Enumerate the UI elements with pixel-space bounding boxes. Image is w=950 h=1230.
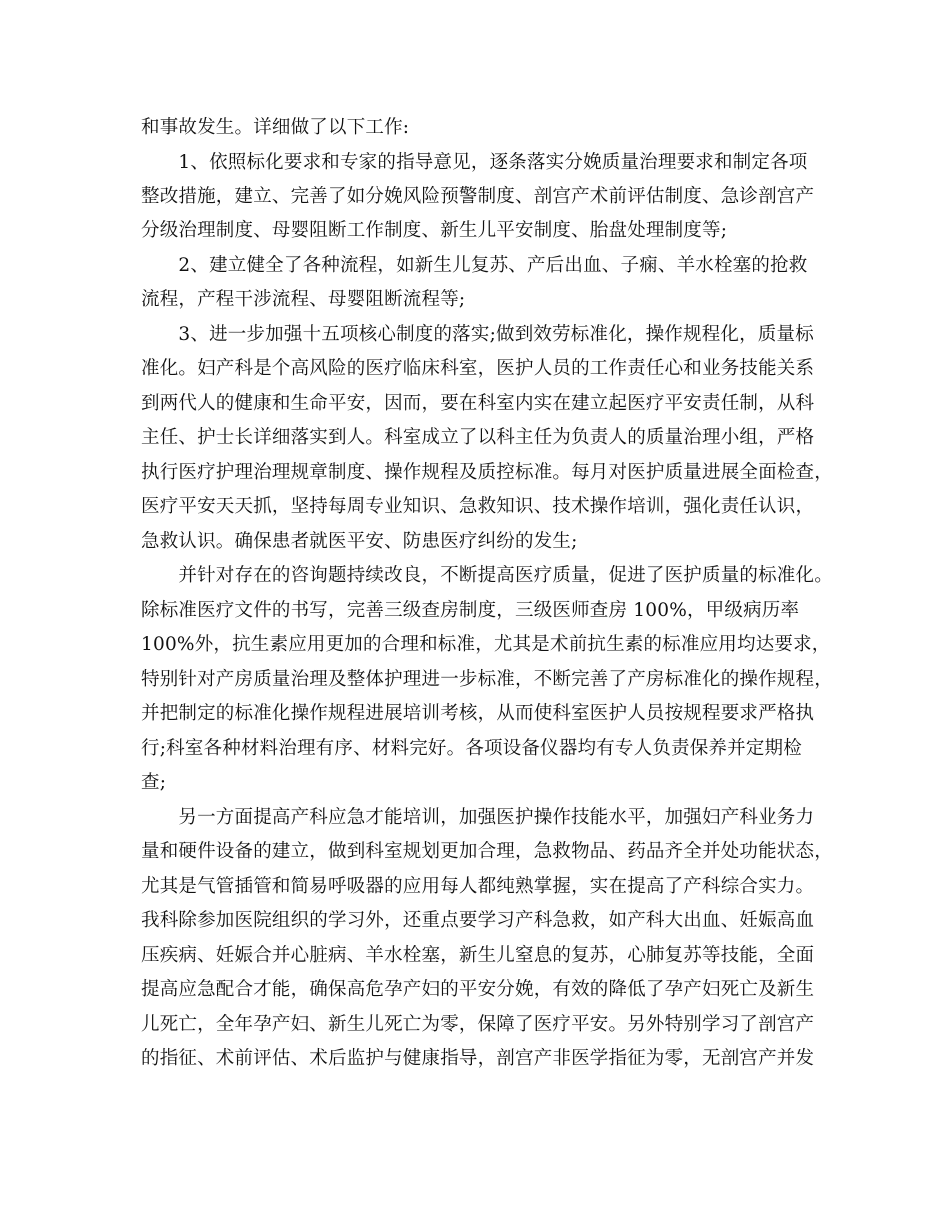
text-line: 医疗平安天天抓，坚持每周专业知识、急救知识、技术操作培训，强化责任认识， [141, 496, 815, 517]
text-line: 的指征、术前评估、术后监护与健康指导，剖宫产非医学指征为零，无剖宫产并发 [141, 1048, 815, 1069]
text-line: 主任、护士长详细落实到人。科室成立了以科主任为负责人的质量治理小组，严格 [141, 427, 815, 448]
text-line: 2、建立健全了各种流程，如新生儿复苏、产后出血、子痫、羊水栓塞的抢救 [141, 255, 808, 276]
text-line: 除标准医疗文件的书写，完善三级查房制度，三级医师查房 100%，甲级病历率 [141, 600, 800, 621]
text-line: 执行医疗护理治理规章制度、操作规程及质控标准。每月对医护质量进展全面检查， [141, 462, 833, 483]
text-line: 特别针对产房质量治理及整体护理进一步标准，不断完善了产房标准化的操作规程， [141, 669, 833, 690]
text-line: 儿死亡，全年孕产妇、新生儿死亡为零，保障了医疗平安。另外特别学习了剖宫产 [141, 1014, 815, 1035]
text-line: 3、进一步加强十五项核心制度的落实;做到效劳标准化，操作规程化，质量标 [141, 324, 814, 345]
text-line: 提高应急配合才能，确保高危孕产妇的平安分娩，有效的降低了孕产妇死亡及新生 [141, 979, 815, 1000]
text-line: 并针对存在的咨询题持续改良，不断提高医疗质量，促进了医护质量的标准化。 [141, 565, 833, 586]
text-line: 流程，产程干涉流程、母婴阻断流程等; [141, 289, 466, 310]
text-line: 100%外，抗生素应用更加的合理和标准，尤其是术前抗生素的标准应用均达要求， [141, 634, 831, 655]
text-line: 我科除参加医院组织的学习外，还重点要学习产科急救，如产科大出血、妊娠高血 [141, 910, 815, 931]
text-line: 并把制定的标准化操作规程进展培训考核，从而使科室医护人员按规程要求严格执 [141, 703, 815, 724]
text-line: 1、依照标化要求和专家的指导意见，逐条落实分娩质量治理要求和制定各项 [141, 152, 808, 173]
text-line: 和事故发生。详细做了以下工作: [141, 117, 410, 138]
text-line: 整改措施，建立、完善了如分娩风险预警制度、剖宫产术前评估制度、急诊剖宫产 [141, 186, 815, 207]
text-line: 行;科室各种材料治理有序、材料完好。各项设备仪器均有专人负责保养并定期检 [141, 738, 802, 759]
text-line: 尤其是气管插管和简易呼吸器的应用每人都纯熟掌握，实在提高了产科综合实力。 [141, 876, 815, 897]
text-line: 压疾病、妊娠合并心脏病、羊水栓塞，新生儿窒息的复苏，心肺复苏等技能，全面 [141, 945, 815, 966]
text-line: 查; [141, 772, 167, 793]
text-line: 另一方面提高产科应急才能培训，加强医护操作技能水平，加强妇产科业务力 [141, 807, 815, 828]
text-line: 分级治理制度、母婴阻断工作制度、新生儿平安制度、胎盘处理制度等; [141, 220, 728, 241]
text-line: 急救认识。确保患者就医平安、防患医疗纠纷的发生; [141, 531, 578, 552]
text-line: 量和硬件设备的建立，做到科室规划更加合理，急救物品、药品齐全并处功能状态， [141, 841, 833, 862]
text-line: 到两代人的健康和生命平安，因而，要在科室内实在建立起医疗平安责任制，从科 [141, 393, 815, 414]
text-line: 准化。妇产科是个高风险的医疗临床科室，医护人员的工作责任心和业务技能关系 [141, 358, 815, 379]
